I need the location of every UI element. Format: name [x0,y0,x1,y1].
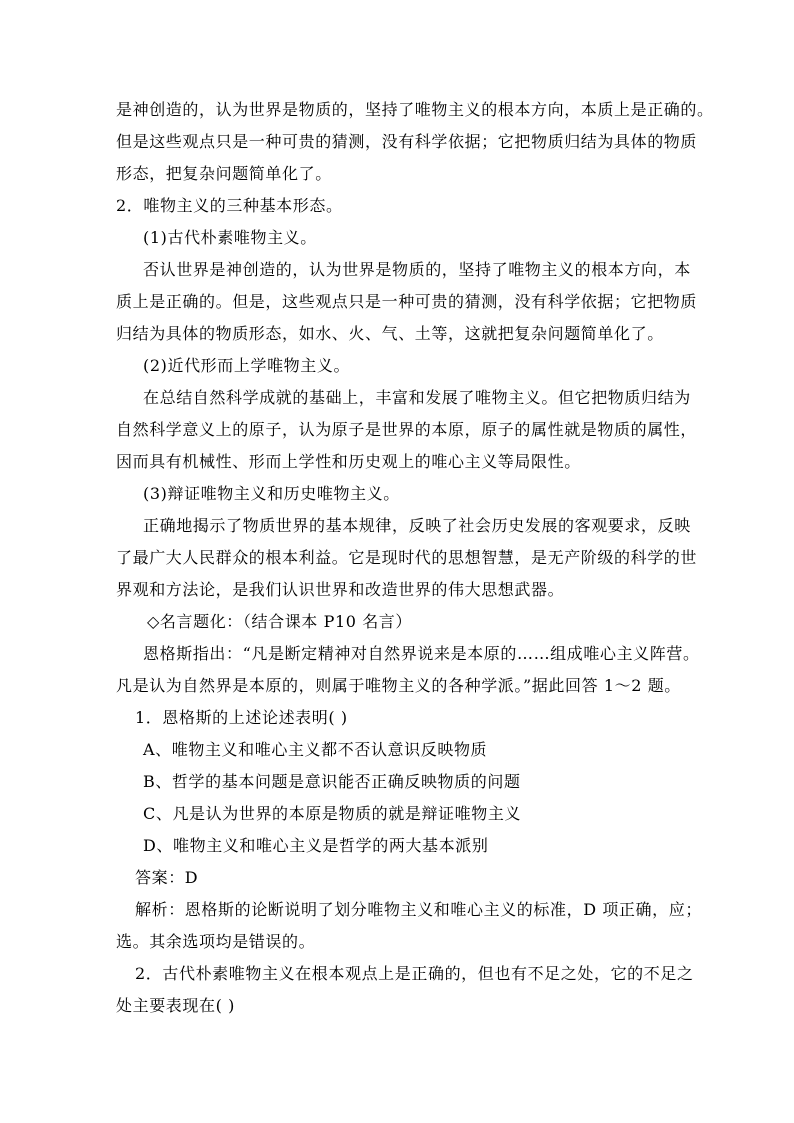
subsection-heading: (2)近代形而上学唯物主义。 [143,356,351,375]
option-c: C、凡是认为世界的本原是物质的就是辩证唯物主义 [143,804,522,823]
explanation: 解析：恩格斯的论断说明了划分唯物主义和唯心主义的标准，D 项正确，应； [135,900,702,919]
answer: 答案：D [135,868,199,887]
text-line: 否认世界是神创造的，认为世界是物质的，坚持了唯物主义的根本方向，本 [143,260,691,279]
text-line: 界观和方法论，是我们认识世界和改造世界的伟大思想武器。 [116,580,565,599]
text-line: 处主要表现在( ) [116,996,235,1015]
text-line: 归结为具体的物质形态，如水、火、气、土等，这就把复杂问题简单化了。 [116,324,664,343]
question-1: 1．恩格斯的上述论述表明( ) [135,708,348,727]
question-2: 2．古代朴素唯物主义在根本观点上是正确的，但也有不足之处，它的不足之 [135,964,694,983]
text-line: 恩格斯指出：“凡是断定精神对自然界说来是本原的……组成唯心主义阵营。 [143,644,700,663]
option-a: A、唯物主义和唯心主义都不否认意识反映物质 [143,740,488,759]
text-line: 质上是正确的。但是，这些观点只是一种可贵的猜测，没有科学依据；它把物质 [116,292,698,311]
section-heading: 2．唯物主义的三种基本形态。 [116,196,343,215]
subsection-heading: (3)辩证唯物主义和历史唯物主义。 [143,484,400,503]
option-b: B、哲学的基本问题是意识能否正确反映物质的问题 [143,772,521,791]
text-line: 选。其余选项均是错误的。 [116,932,316,951]
text-line: 凡是认为自然界是本原的，则属于唯物主义的各种学派。”据此回答 1～2 题。 [116,676,681,695]
text-line: 因而具有机械性、形而上学性和历史观上的唯心主义等局限性。 [116,452,581,471]
subsection-heading: (1)古代朴素唯物主义。 [143,228,317,247]
text-line: 形态，把复杂问题简单化了。 [116,164,332,183]
quote-heading: ◇名言题化：（结合课本 P10 名言） [147,612,413,631]
text-line: 了最广大人民群众的根本利益。它是现时代的思想智慧，是无产阶级的科学的世 [116,548,698,567]
text-line: 自然科学意义上的原子，认为原子是世界的本原，原子的属性就是物质的属性， [116,420,698,439]
option-d: D、唯物主义和唯心主义是哲学的两大基本派别 [143,836,489,855]
text-line: 正确地揭示了物质世界的基本规律，反映了社会历史发展的客观要求，反映 [143,516,691,535]
text-line: 在总结自然科学成就的基础上，丰富和发展了唯物主义。但它把物质归结为 [143,388,691,407]
text-line: 是神创造的，认为世界是物质的，坚持了唯物主义的根本方向，本质上是正确的。 [116,100,714,119]
text-line: 但是这些观点只是一种可贵的猜测，没有科学依据；它把物质归结为具体的物质 [116,132,698,151]
